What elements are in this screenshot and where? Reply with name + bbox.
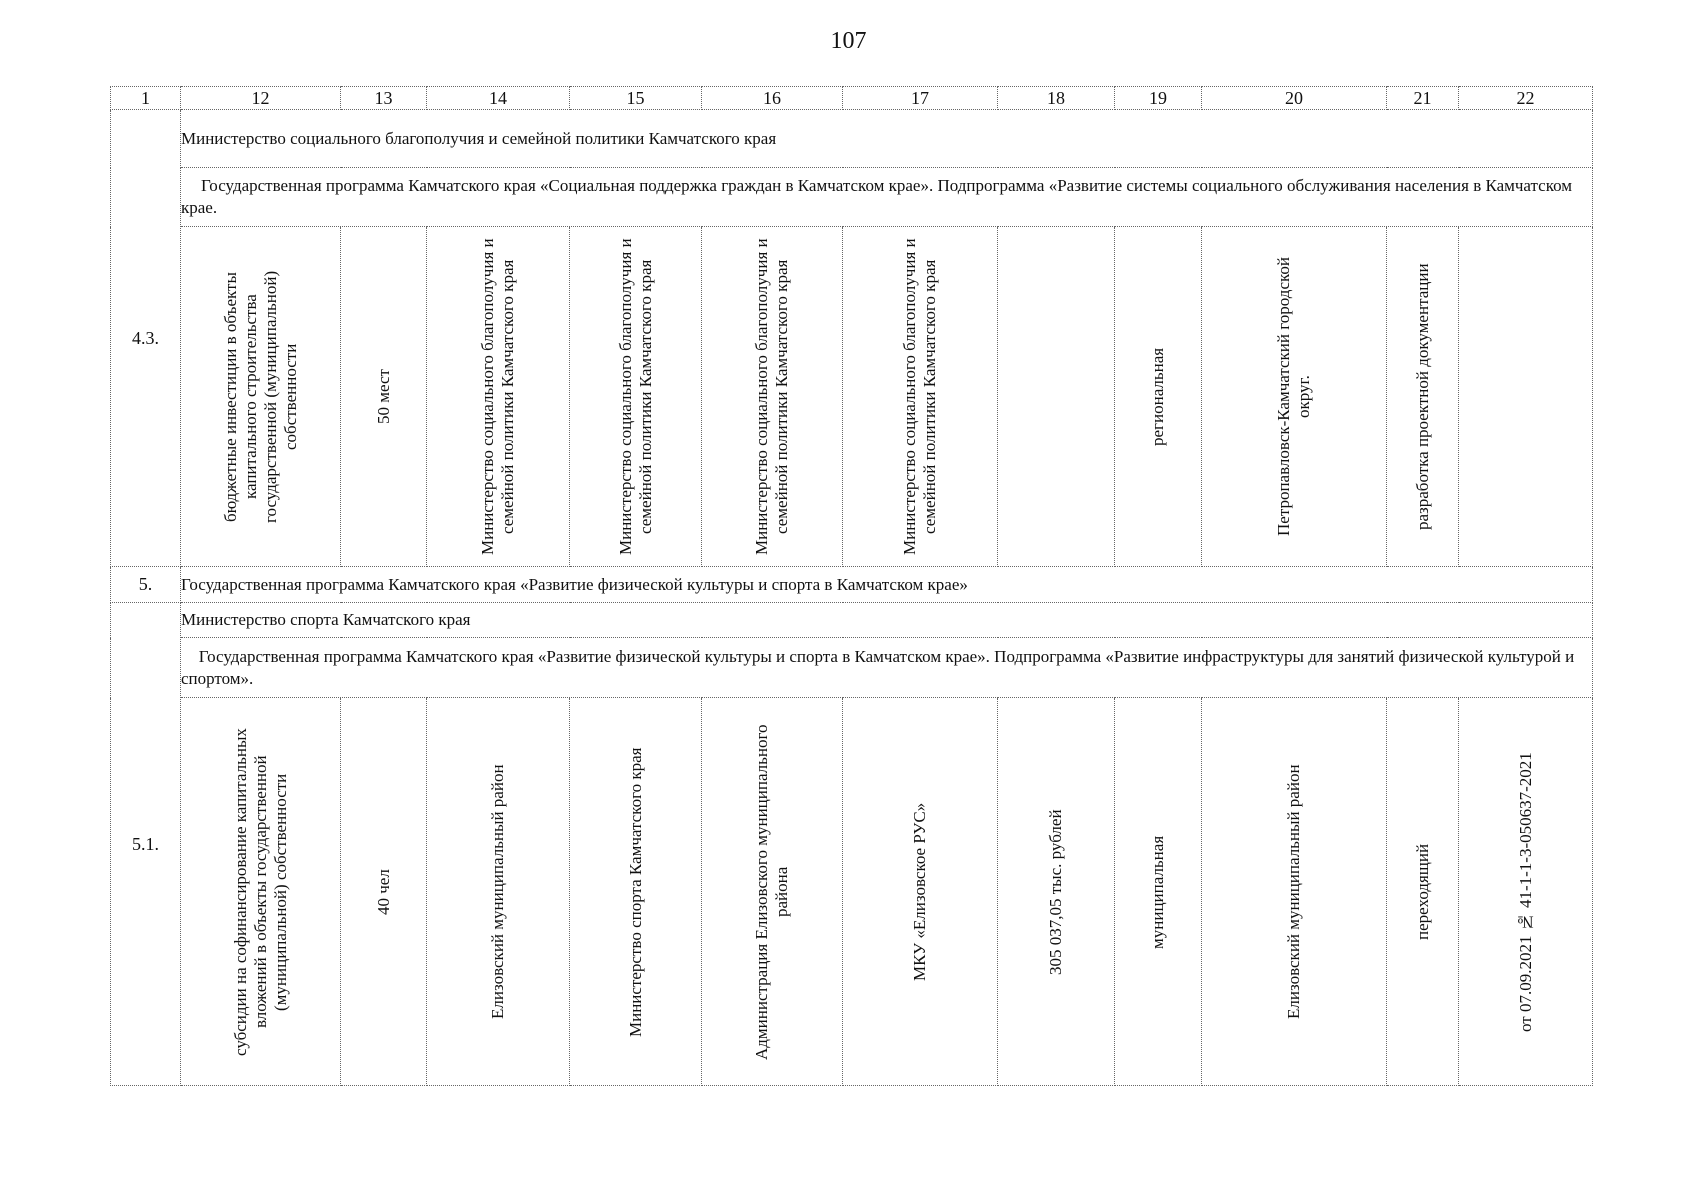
column-header: 14 (427, 87, 570, 110)
ministry-name: Министерство социального благополучия и семейной политики Камчатского края (181, 110, 1593, 168)
cell-col18 (998, 227, 1115, 567)
column-header: 13 (341, 87, 427, 110)
capacity-text: 50 мест (373, 369, 393, 424)
column-header: 20 (1202, 87, 1387, 110)
col21-text: переходящий (1412, 843, 1432, 940)
col14-text: Елизовский муниципальный район (488, 764, 507, 1019)
column-header: 12 (181, 87, 341, 110)
cell-col17 (843, 227, 998, 567)
section-4-3-ministry-row (111, 110, 1593, 168)
cell-col14 (427, 698, 570, 1086)
column-header: 15 (570, 87, 702, 110)
section-5-1-data-row (111, 698, 1593, 1086)
cell-col20 (1202, 698, 1387, 1086)
program-description: Государственная программа Камчатского края «Развитие физической культуры и спорта в Камчатском крае» (181, 567, 1593, 603)
column-header: 22 (1459, 87, 1593, 110)
cell-col21 (1387, 227, 1459, 567)
col16-text: Администрация Елизовского муниципального района (752, 723, 791, 1060)
col15-text: Министерство спорта Камчатского края (625, 746, 645, 1037)
col21-text: разработка проектной документации (1412, 263, 1432, 530)
funding-type-text: бюджетные инвестиции в объекты капитального строительства государственной (муниципальной) собственности (220, 270, 300, 523)
cell-col19 (1115, 227, 1202, 567)
col17-text: Министерство социального благополучия и семейной политики Камчатского края (900, 238, 939, 555)
cell-col15 (570, 227, 702, 567)
cell-col19 (1115, 698, 1202, 1086)
cell-col17 (843, 698, 998, 1086)
column-header: 18 (998, 87, 1115, 110)
col20-text: Елизовский муниципальный район (1284, 764, 1303, 1019)
cell-col20 (1202, 227, 1387, 567)
cell-col14 (427, 227, 570, 567)
section-5-row (111, 567, 1593, 603)
cell-col21 (1387, 698, 1459, 1086)
cell-capacity (341, 227, 427, 567)
col15-text: Министерство социального благополучия и семейной политики Камчатского края (615, 238, 655, 555)
cell-capacity (341, 698, 427, 1086)
row-index: 4.3. (111, 110, 181, 567)
capacity-text: 40 чел (373, 868, 393, 915)
col19-text: муниципальная (1148, 834, 1167, 949)
column-header: 1 (111, 87, 181, 110)
section-4-3-program-row (111, 168, 1593, 227)
page-number: 107 (830, 28, 867, 54)
cell-col18 (998, 698, 1115, 1086)
section-4-3-data-row (111, 227, 1593, 567)
col18-text: 305 037,05 тыс. рублей (1046, 808, 1065, 975)
row-index: 5.1. (111, 603, 181, 1086)
col17-text: МКУ «Елизовское РУС» (910, 802, 929, 981)
row-index: 5. (111, 567, 181, 603)
cell-col15 (570, 698, 702, 1086)
ministry-name: Министерство спорта Камчатского края (181, 603, 1593, 638)
column-header: 17 (843, 87, 998, 110)
column-header: 21 (1387, 87, 1459, 110)
cell-col22 (1459, 698, 1593, 1086)
program-description: Государственная программа Камчатского края «Социальная поддержка граждан в Камчатском крае». Подпрограмма «Развитие системы социального обслуживания населения в Камчатском крае. (181, 168, 1593, 227)
column-header: 19 (1115, 87, 1202, 110)
cell-col16 (702, 698, 843, 1086)
column-header: 16 (702, 87, 843, 110)
section-5-1-program-row (111, 638, 1593, 698)
cell-funding-type (181, 227, 341, 567)
col14-text: Министерство социального благополучия и семейной политики Камчатского края (478, 238, 517, 555)
col19-text: региональная (1148, 347, 1167, 446)
program-description: Государственная программа Камчатского края «Развитие физической культуры и спорта в Камчатском крае». Подпрограмма «Развитие инфраструктуры для занятий физической культурой и спортом». (181, 638, 1593, 698)
col16-text: Министерство социального благополучия и семейной политики Камчатского края (752, 238, 791, 555)
cell-funding-type (181, 698, 341, 1086)
funding-type-text: субсидии на софинансирование капитальных вложений в объекты государственной (муниципальной) собственности (230, 727, 290, 1056)
col20-text: Петропавловск-Камчатский городской округ. (1274, 257, 1313, 536)
column-number-row (111, 87, 1593, 110)
col22-text: от 07.09.2021 № 41-1-1-3-050637-2021 (1515, 751, 1535, 1032)
section-5-1-ministry-row (111, 603, 1593, 638)
document-table (110, 86, 1593, 1086)
cell-col16 (702, 227, 843, 567)
cell-col22 (1459, 227, 1593, 567)
